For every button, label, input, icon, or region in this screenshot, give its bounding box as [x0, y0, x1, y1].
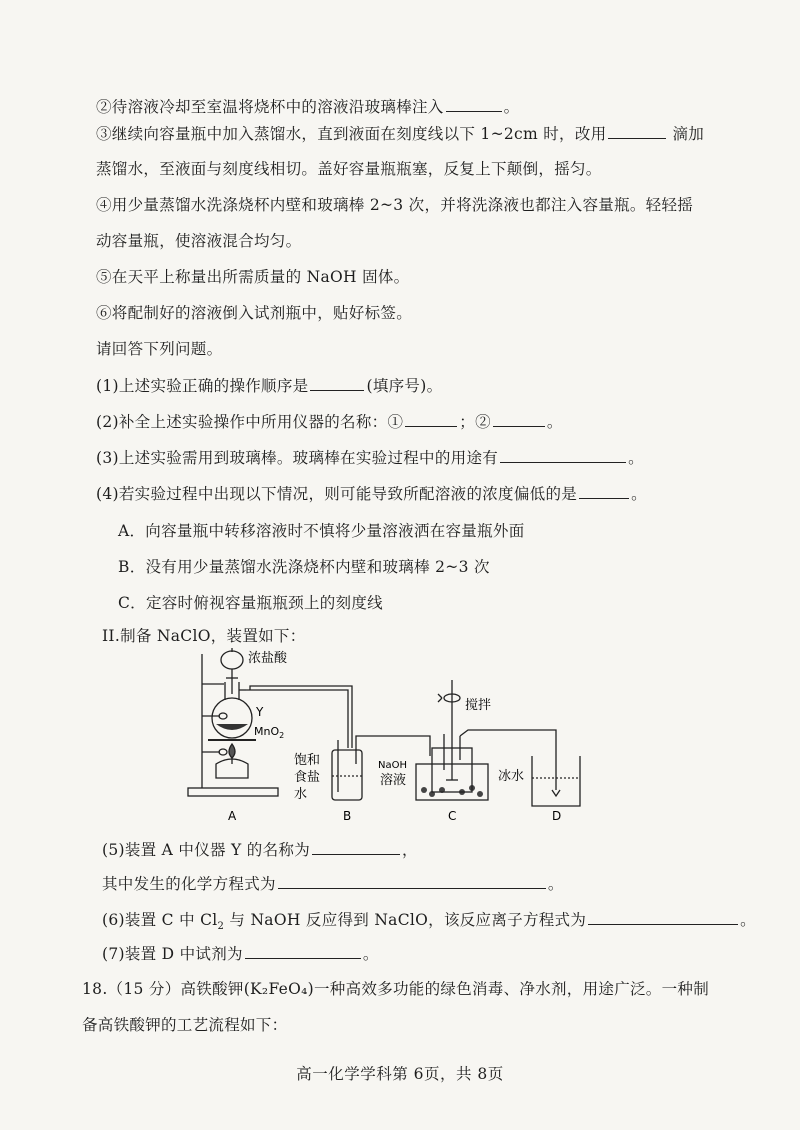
answer-blank[interactable] — [588, 908, 738, 925]
question-2: (2)补全上述实验操作中所用仪器的名称：① ；② 。 — [96, 410, 563, 433]
label-d: D — [552, 809, 562, 823]
b-text-1: 饱和 — [294, 753, 321, 768]
b-text-3: 水 — [294, 787, 308, 802]
bottle-b — [332, 750, 362, 800]
step-3: ③继续向容量瓶中加入蒸馏水，直到液面在刻度线以下 1~2cm 时，改用 滴加 — [96, 122, 704, 145]
question-3: (3)上述实验需用到玻璃棒。玻璃棒在实验过程中的用途有 。 — [96, 446, 644, 469]
step-6: ⑥将配制好的溶液倒入试剂瓶中，贴好标签。 — [96, 304, 413, 322]
answer-blank[interactable] — [405, 410, 457, 427]
question-5-equation: 其中发生的化学方程式为 。 — [102, 872, 564, 895]
answer-blank[interactable] — [493, 410, 545, 427]
stir-label: 搅拌 — [465, 698, 492, 713]
funnel-label: 浓盐酸 — [248, 651, 288, 666]
ice-label: 冰水 — [498, 769, 525, 784]
option-b[interactable]: B．没有用少量蒸馏水洗涤烧杯内壁和玻璃棒 2~3 次 — [118, 558, 490, 576]
question-7: (7)装置 D 中试剂为 。 — [102, 942, 379, 965]
step-4: ④用少量蒸馏水洗涤烧杯内壁和玻璃棒 2~3 次，并将洗涤液也都注入容量瓶。轻轻摇 — [96, 196, 694, 214]
round-bottom-flask — [212, 698, 252, 738]
b-text-2: 食盐 — [294, 770, 321, 785]
apparatus-figure — [180, 640, 620, 825]
label-b: B — [343, 809, 352, 823]
naoh-label-2: 溶液 — [380, 773, 407, 788]
question-18-line-2: 备高铁酸钾的工艺流程如下： — [82, 1016, 288, 1034]
page-footer: 高一化学学科第 6页，共 8页 — [296, 1065, 504, 1083]
step-2: ②待溶液冷却至室温将烧杯中的溶液沿玻璃棒注入 。 — [96, 95, 519, 118]
question-5: (5)装置 A 中仪器 Y 的名称为 ， — [102, 838, 418, 861]
stand-base — [188, 788, 278, 796]
naoh-label: NaOH — [378, 760, 407, 771]
section-2-heading: II.制备 NaClO，装置如下： — [102, 627, 306, 645]
answer-blank[interactable] — [310, 374, 364, 391]
question-6: (6)装置 C 中 $Cl_2$ 与 NaOH 反应得到 NaClO，该反应离子方程式为 。 — [102, 908, 756, 938]
question-18-line-1: 18.（15 分）高铁酸钾(K₂FeO₄)一种高效多功能的绿色消毒、净水剂，用途广泛。一种制 — [82, 980, 709, 998]
separatory-funnel — [221, 651, 243, 669]
answer-blank[interactable] — [500, 446, 626, 463]
option-c[interactable]: C．定容时俯视容量瓶瓶颈上的刻度线 — [118, 594, 383, 612]
label-a: A — [228, 809, 237, 823]
y-label: Y — [256, 705, 264, 719]
answer-blank[interactable] — [608, 122, 666, 139]
question-1: (1)上述实验正确的操作顺序是 (填序号)。 — [96, 374, 442, 397]
step-4-cont: 动容量瓶，使溶液混合均匀。 — [96, 232, 302, 250]
step-3-cont: 蒸馏水，至液面与刻度线相切。盖好容量瓶瓶塞，反复上下颠倒，摇匀。 — [96, 160, 602, 178]
question-4: (4)若实验过程中出现以下情况，则可能导致所配溶液的浓度偏低的是 。 — [96, 482, 647, 505]
answer-blank[interactable] — [278, 872, 546, 889]
answer-blank[interactable] — [245, 942, 361, 959]
step-5: ⑤在天平上称量出所需质量的 NaOH 固体。 — [96, 268, 410, 286]
option-a[interactable]: A．向容量瓶中转移溶液时不慎将少量溶液洒在容量瓶外面 — [118, 522, 525, 540]
mno2-label: MnO$_2$ — [254, 725, 285, 740]
answer-blank[interactable] — [446, 95, 502, 112]
answer-blank[interactable] — [312, 838, 400, 855]
label-c: C — [448, 809, 457, 823]
prompt-text: 请回答下列问题。 — [96, 340, 223, 358]
answer-blank[interactable] — [579, 482, 629, 499]
